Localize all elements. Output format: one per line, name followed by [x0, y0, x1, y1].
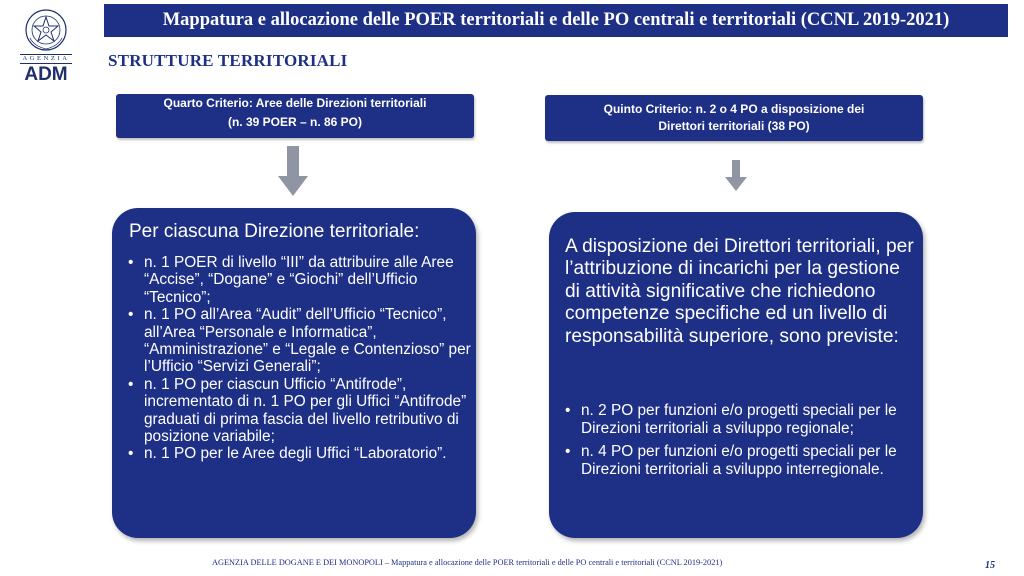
- left-panel-heading: Per ciascuna Direzione territoriale:: [129, 221, 420, 242]
- fourth-criterion-box: [116, 94, 474, 138]
- list-item: • n. 1 PO per ciascun Ufficio “Antifrode”, incrementato di n. 1 PO per gli Uffici “Antifrode” graduati di prima fascia del livello retributivo di posizione variabile;: [128, 375, 467, 446]
- footer-text: AGENZIA DELLE DOGANE E DEI MONOPOLI – Mappatura e allocazione delle POER territoriali e delle PO centrali e territoriali (CCNL 2019-2021): [212, 558, 723, 567]
- fifth-criterion-box: [545, 95, 923, 141]
- list-item: • n. 1 POER di livello “III” da attribuire alle Aree “Accise”, “Dogane” e “Giochi” dell’Ufficio “Tecnico”;: [128, 254, 454, 306]
- emblem-icon: [24, 8, 68, 52]
- page-title: Mappatura e allocazione delle POER territoriali e delle PO centrali e territoriali (CCNL 2019-2021): [104, 4, 1008, 37]
- list-item: • n. 1 PO all’Area “Audit” dell’Ufficio “Tecnico”, all’Area “Personale e Informatica”, “Amministrazione” e “Legale e Contenzioso” per l’Ufficio “Servizi Generali”;: [128, 306, 471, 376]
- page-number: 15: [985, 560, 995, 571]
- left-panel-list: [126, 254, 471, 463]
- right-panel-heading: A disposizione dei Direttori territoriali, per l’attribuzione di incarichi per la gestione di attività significative che richiedono competenze specifiche ed un livello di responsabilità superiore, sono previste:: [565, 236, 914, 347]
- section-subtitle: STRUTTURE TERRITORIALI: [108, 51, 348, 70]
- territorial-direction-panel: [112, 208, 476, 538]
- list-item: • n. 1 PO per le Aree degli Uffici “Laboratorio”.: [128, 445, 447, 463]
- directors-disposal-panel: [549, 212, 923, 538]
- list-item: • n. 4 PO per funzioni e/o progetti speciali per le Direzioni territoriali a sviluppo interregionale.: [565, 443, 897, 478]
- down-arrow-icon: [278, 146, 308, 198]
- list-item: • n. 2 PO per funzioni e/o progetti speciali per le Direzioni territoriali a sviluppo regionale;: [565, 402, 897, 437]
- fifth-criterion-line2: Direttori territoriali (38 PO): [658, 119, 810, 133]
- logo-agency-label: AGENZIA: [20, 54, 72, 64]
- right-panel-list: [563, 402, 919, 484]
- logo-brand: ADM: [24, 64, 68, 85]
- fourth-criterion-line1: Quarto Criterio: Aree delle Direzioni territoriali: [163, 96, 427, 110]
- fifth-criterion-line1: Quinto Criterio: n. 2 o 4 PO a disposizione dei: [603, 102, 865, 116]
- fourth-criterion-line2: (n. 39 POER – n. 86 PO): [227, 115, 363, 129]
- down-arrow-icon: [725, 160, 747, 192]
- agency-logo: [20, 8, 72, 96]
